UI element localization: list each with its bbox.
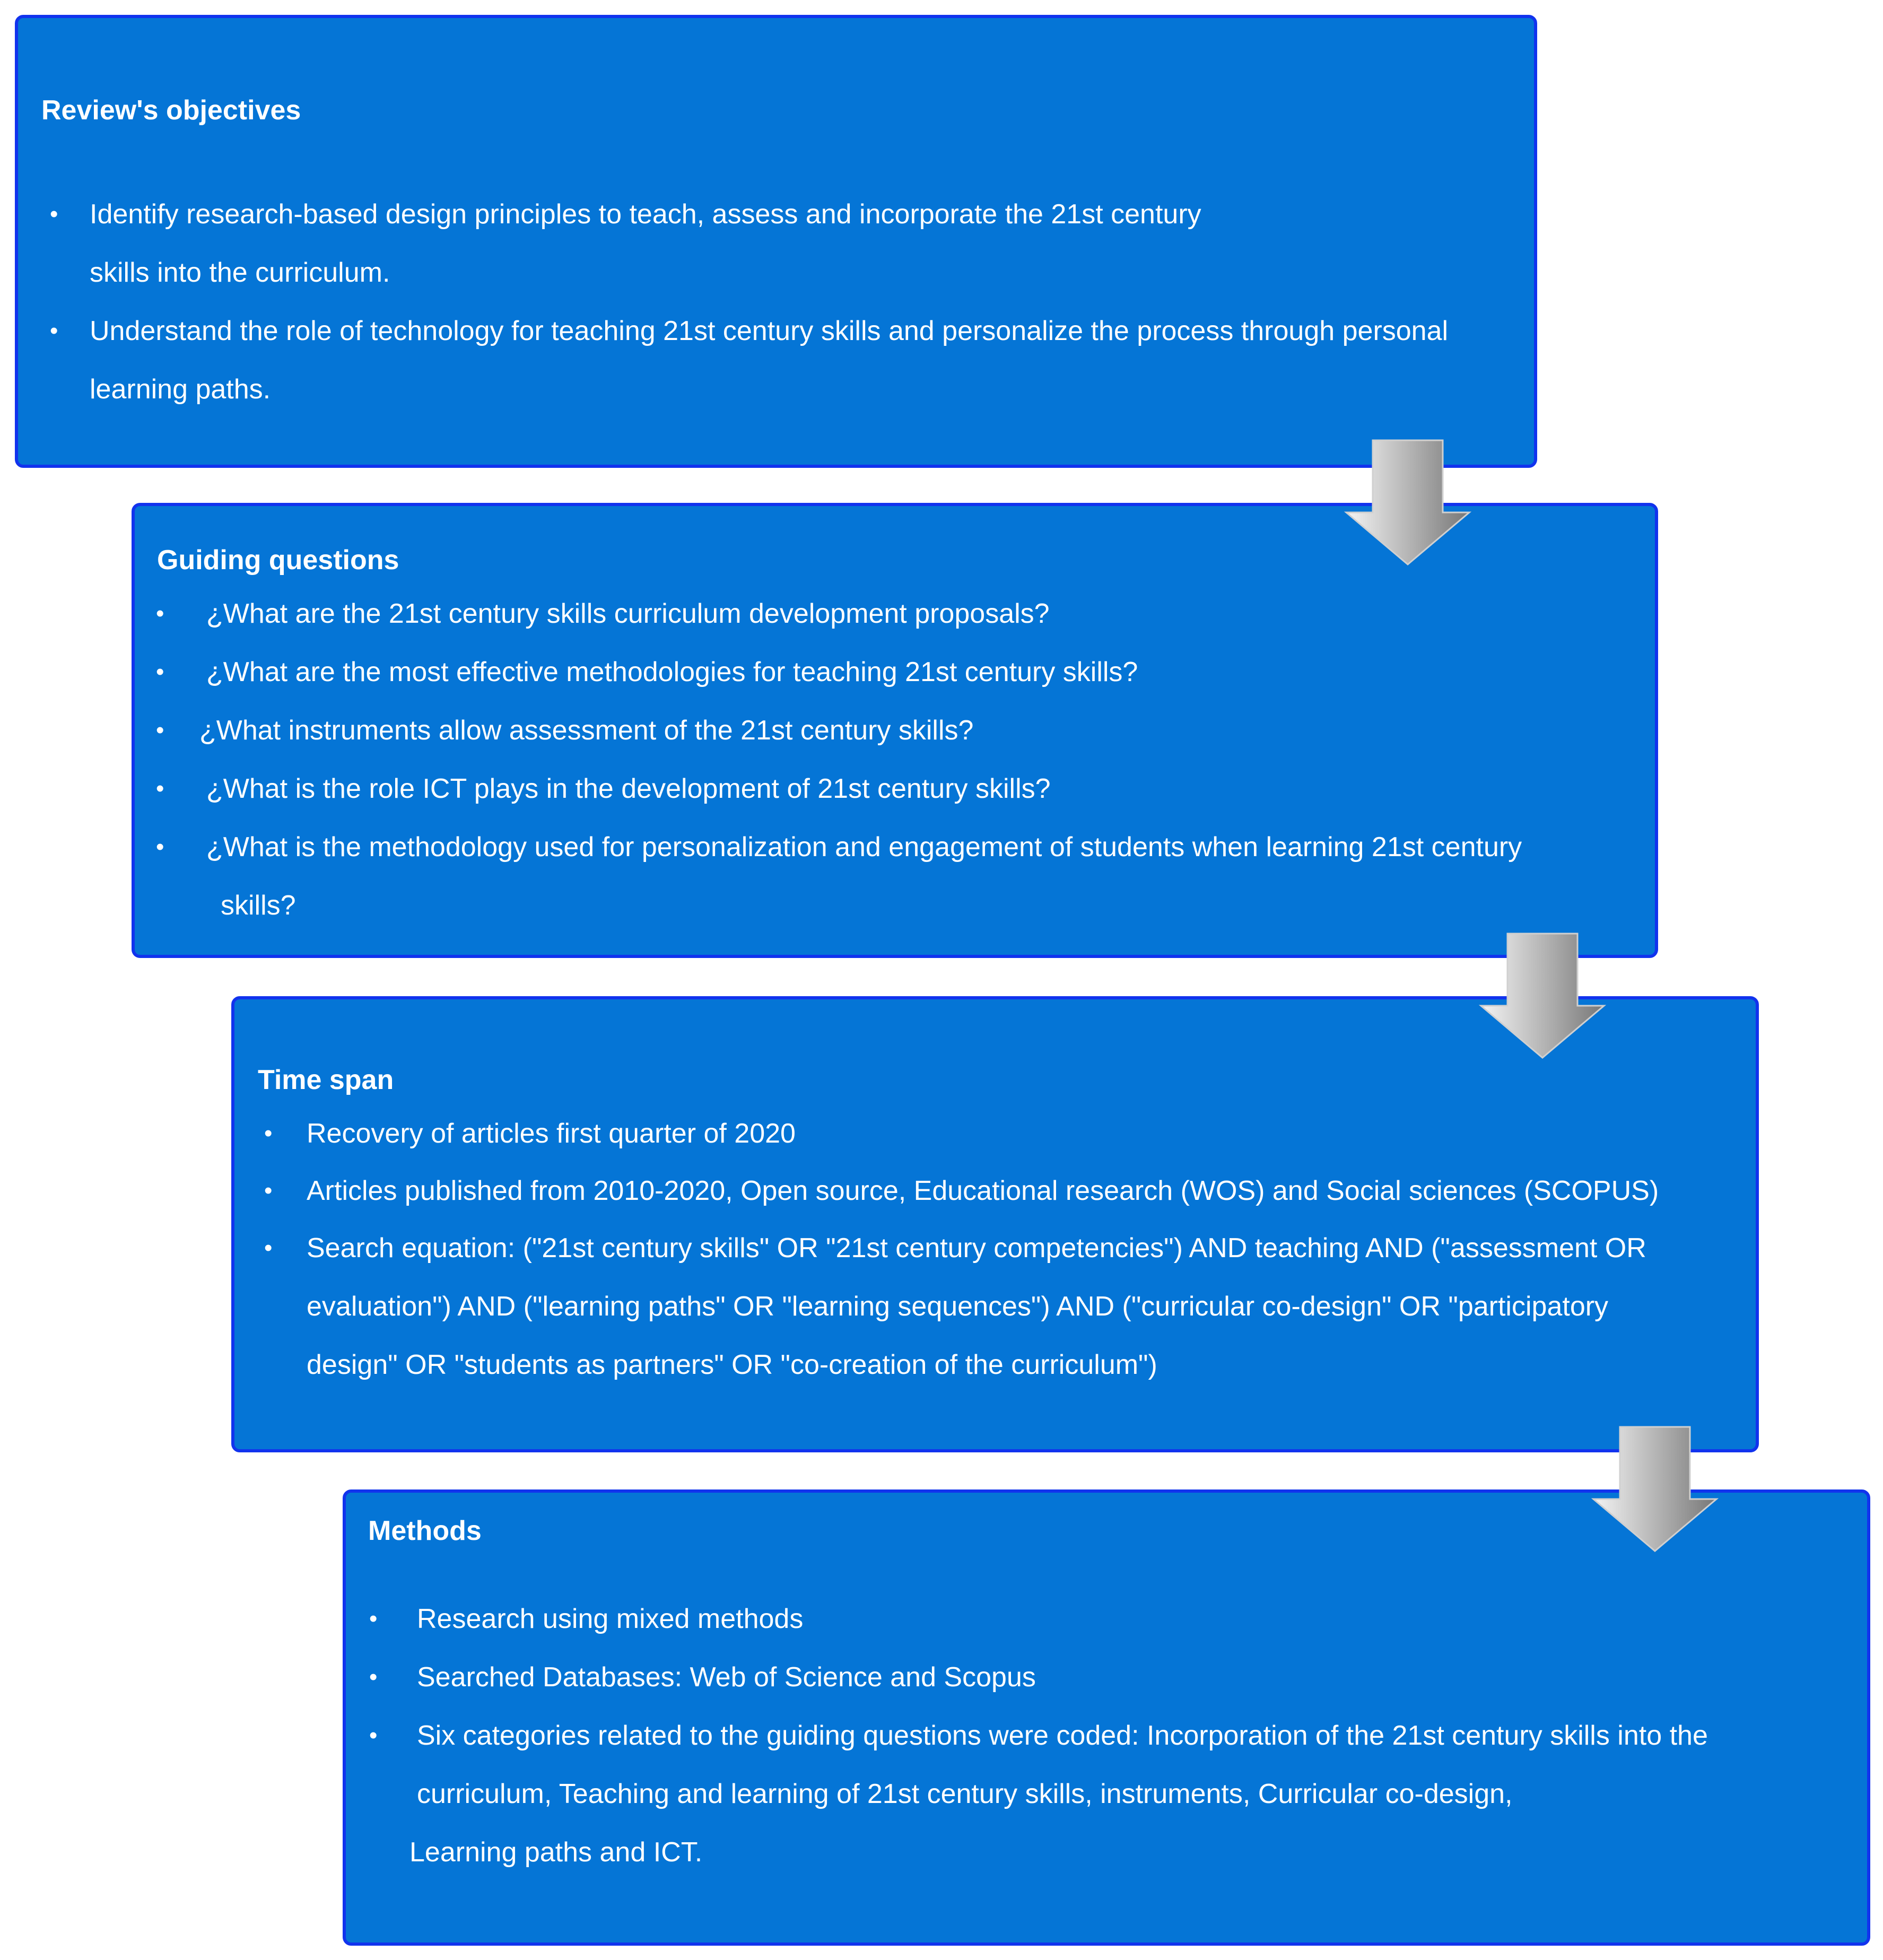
objectives-box: [15, 15, 1537, 468]
methods-box: [343, 1489, 1870, 1946]
question-item: ¿What are the most effective methodologies for teaching 21st century skills?: [206, 657, 1138, 687]
question-item: ¿What are the 21st century skills curriculum development proposals?: [206, 598, 1050, 629]
time-span-item-continued: design" OR "students as partners" OR "co-creation of the curriculum"): [307, 1349, 1157, 1380]
time-span-item: Articles published from 2010-2020, Open source, Educational research (WOS) and Social sciences (SCOPUS): [307, 1175, 1659, 1206]
down-arrow-icon: [1479, 933, 1606, 1060]
time-span-item-continued: evaluation") AND ("learning paths" OR "learning sequences") AND ("curricular co-design" OR "participatory: [307, 1291, 1609, 1322]
bullet-dot-icon: •: [156, 834, 164, 860]
guiding-questions-box: [132, 503, 1658, 958]
methods-title: Methods: [368, 1515, 482, 1546]
time-span-item: Search equation: ("21st century skills" OR "21st century competencies") AND teaching AND ("assessment OR: [307, 1233, 1646, 1264]
methods-item: Six categories related to the guiding questions were coded: Incorporation of the 21st century skills into the: [417, 1720, 1708, 1751]
bullet-dot-icon: •: [156, 776, 164, 802]
bullet-dot-icon: •: [264, 1235, 273, 1261]
objective-item: Understand the role of technology for teaching 21st century skills and personalize the process through personal: [90, 316, 1449, 346]
bullet-dot-icon: •: [369, 1606, 378, 1632]
down-arrow-icon: [1344, 439, 1471, 567]
bullet-dot-icon: •: [369, 1722, 378, 1748]
bullet-dot-icon: •: [264, 1120, 273, 1146]
question-item: ¿What instruments allow assessment of the 21st century skills?: [199, 715, 974, 746]
methods-item-continued: Learning paths and ICT.: [409, 1837, 703, 1868]
bullet-dot-icon: •: [50, 318, 58, 344]
bullet-dot-icon: •: [156, 717, 164, 743]
methods-item: Research using mixed methods: [417, 1604, 804, 1634]
methods-item: Searched Databases: Web of Science and Scopus: [417, 1662, 1036, 1693]
bullet-dot-icon: •: [264, 1178, 273, 1204]
time-span-box: [231, 996, 1759, 1452]
objectives-title: Review's objectives: [41, 95, 301, 126]
bullet-dot-icon: •: [156, 600, 164, 626]
question-item: ¿What is the methodology used for personalization and engagement of students when learning 21st century: [206, 832, 1522, 863]
methods-item-continued: curriculum, Teaching and learning of 21st century skills, instruments, Curricular co-design,: [417, 1779, 1513, 1809]
time-span-title: Time span: [258, 1065, 394, 1095]
guiding-questions-title: Guiding questions: [157, 545, 399, 576]
time-span-item: Recovery of articles first quarter of 2020: [307, 1118, 796, 1149]
down-arrow-icon: [1591, 1426, 1719, 1553]
objective-item-continued: learning paths.: [90, 374, 271, 405]
bullet-dot-icon: •: [369, 1664, 378, 1690]
bullet-dot-icon: •: [50, 201, 58, 227]
objective-item: Identify research-based design principles to teach, assess and incorporate the 21st century: [90, 199, 1201, 230]
bullet-dot-icon: •: [156, 659, 164, 685]
objective-item-continued: skills into the curriculum.: [90, 257, 390, 288]
question-item: ¿What is the role ICT plays in the development of 21st century skills?: [206, 773, 1051, 804]
question-item-continued: skills?: [221, 890, 296, 921]
